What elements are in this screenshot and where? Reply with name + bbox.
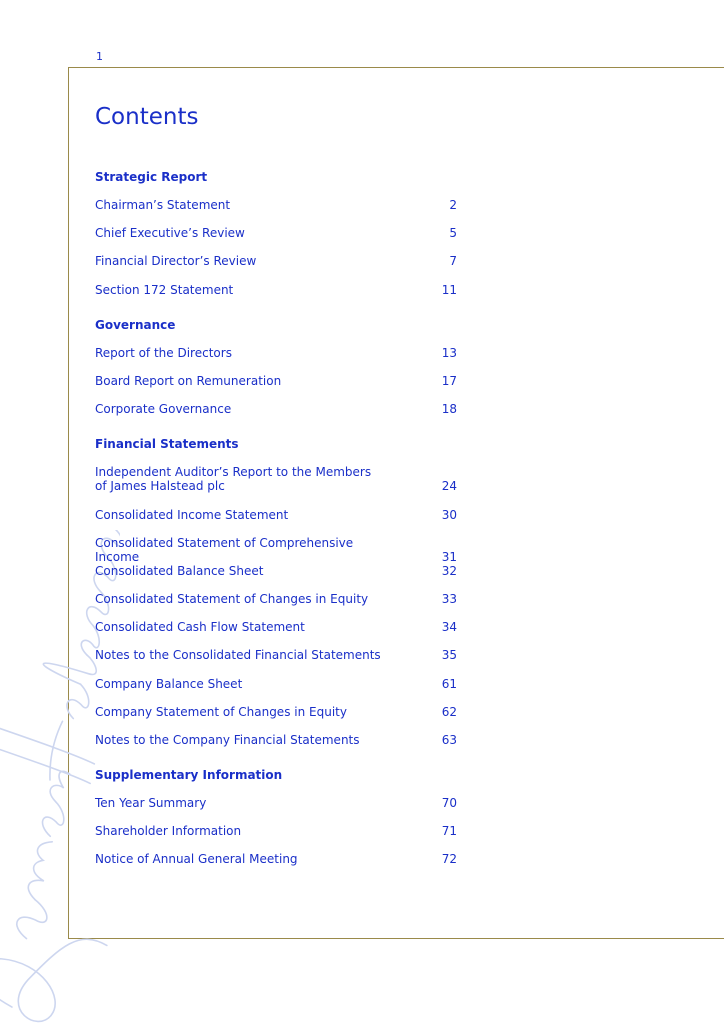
toc-entry-label: Board Report on Remuneration (95, 374, 282, 388)
toc-entry-page: 2 (449, 198, 457, 212)
section-heading-financial-statements: Financial Statements (95, 437, 239, 451)
toc-entry[interactable] (95, 705, 457, 719)
toc-entry-page: 24 (441, 479, 457, 493)
toc-entry[interactable] (95, 283, 457, 297)
toc-entry-label: Notice of Annual General Meeting (95, 852, 298, 866)
toc-entry-page: 7 (449, 254, 457, 268)
toc-entry-label: Company Balance Sheet (95, 677, 243, 691)
toc-entry[interactable] (95, 677, 457, 691)
toc-entry[interactable] (95, 198, 457, 212)
toc-entry[interactable] (95, 346, 457, 360)
toc-entry-page: 31 (441, 550, 457, 564)
toc-entry[interactable] (95, 824, 457, 838)
toc-entry-label: Consolidated Statement of Changes in Equity (95, 592, 369, 606)
toc-entry[interactable] (95, 465, 457, 493)
toc-entry[interactable] (95, 648, 457, 662)
toc-entry-page: 61 (441, 677, 457, 691)
toc-entry-label: Ten Year Summary (95, 796, 207, 810)
section-heading-governance: Governance (95, 318, 176, 332)
toc-entry-label: Notes to the Company Financial Statements (95, 733, 360, 747)
toc-entry-page: 33 (441, 592, 457, 606)
toc-entry-label: Consolidated Cash Flow Statement (95, 620, 305, 634)
toc-entry-label: Company Statement of Changes in Equity (95, 705, 347, 719)
toc-entry-page: 72 (441, 852, 457, 866)
toc-entry-label: Chairman’s Statement (95, 198, 231, 212)
toc-entry[interactable] (95, 254, 457, 268)
toc-entry-label: Consolidated Statement of Comprehensive Income (95, 536, 354, 564)
toc-entry[interactable] (95, 508, 457, 522)
toc-entry-page: 70 (441, 796, 457, 810)
toc-entry[interactable] (95, 536, 457, 564)
toc-entry-label-line2: of James Halstead plc (95, 479, 225, 493)
toc-entry-page: 17 (441, 374, 457, 388)
toc-entry-label: Independent Auditor’s Report to the Members (95, 465, 372, 479)
toc-entry-page: 32 (441, 564, 457, 578)
page-title: Contents (95, 104, 199, 130)
toc-entry[interactable] (95, 592, 457, 606)
toc-entry-page: 5 (449, 226, 457, 240)
toc-entry-label: Notes to the Consolidated Financial Statements (95, 648, 381, 662)
toc-entry-label: Shareholder Information (95, 824, 242, 838)
toc-entry-page: 62 (441, 705, 457, 719)
toc-entry-page: 63 (441, 733, 457, 747)
toc-entry-label: Consolidated Income Statement (95, 508, 289, 522)
page-number: 1 (96, 50, 103, 63)
toc-entry-label: Financial Director’s Review (95, 254, 257, 268)
toc-entry[interactable] (95, 852, 457, 866)
toc-entry[interactable] (95, 402, 457, 416)
toc-entry-label: Section 172 Statement (95, 283, 234, 297)
toc-entry-page: 34 (441, 620, 457, 634)
toc-entry-label: Report of the Directors (95, 346, 232, 360)
toc-entry-page: 30 (441, 508, 457, 522)
section-heading-supplementary-information: Supplementary Information (95, 768, 283, 782)
toc-entry-page: 35 (441, 648, 457, 662)
toc-entry[interactable] (95, 564, 457, 578)
toc-entry-page: 71 (441, 824, 457, 838)
toc-entry[interactable] (95, 733, 457, 747)
toc-entry-page: 13 (441, 346, 457, 360)
section-heading-strategic-report: Strategic Report (95, 170, 208, 184)
toc-entry[interactable] (95, 374, 457, 388)
toc-entry[interactable] (95, 796, 457, 810)
toc-entry-page: 18 (441, 402, 457, 416)
toc-entry-page: 11 (441, 283, 457, 297)
toc-entry-label: Consolidated Balance Sheet (95, 564, 264, 578)
toc-entry-label: Corporate Governance (95, 402, 232, 416)
toc-entry-label: Chief Executive’s Review (95, 226, 245, 240)
toc-entry[interactable] (95, 226, 457, 240)
toc-entry[interactable] (95, 620, 457, 634)
